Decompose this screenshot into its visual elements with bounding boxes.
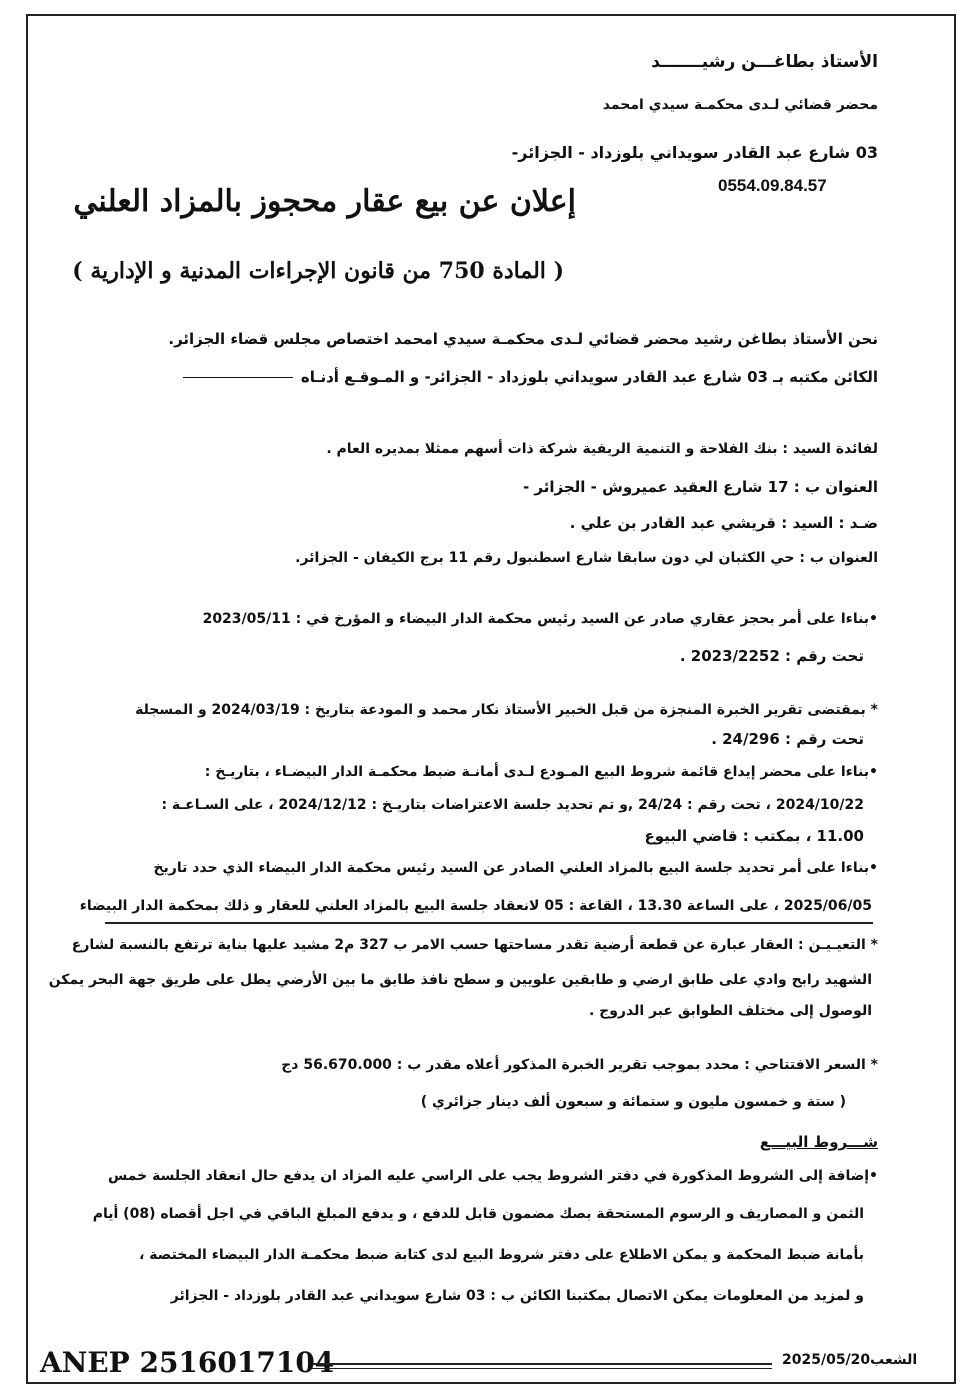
designation-line-1: * التعيـيـن : العقار عبارة عن قطعة أرضية تقدر مساحتها حسب الامر ب 327 م2 مشيد عليها بناية ترتفع بالنسبة لشارع: [71, 937, 878, 953]
session-rule: [105, 922, 873, 924]
conditions-line-2: الثمن و المصاريف و الرسوم المستحقة بصك مضمون قابل للدفع ، و يدفع المبلغ الباقي في اجل أقصاه (08) أيام: [92, 1206, 864, 1222]
header-phone: 0554.09.84.57: [718, 176, 827, 195]
intro-line-2-text: الكائن مكتبه بـ 03 شارع عبد القادر سويداني بلوزداد - الجزائر- و المـوقـع أدنـاه: [300, 368, 878, 386]
publication-date: الشعب2025/05/20: [782, 1352, 918, 1368]
intro-line-1: نحن الأستاذ بطاغن رشيد محضر قضائي لـدى محكمـة سيدي امحمد اختصاص مجلس قضاء الجزائر.: [168, 330, 878, 348]
para-2-line-2: تحت رقم : 24/296 .: [711, 730, 864, 748]
conditions-line-4: و لمزيد من المعلومات يمكن الاتصال بمكتبنا الكائن ب : 03 شارع سويداني عبد القادر بلوزداد - الجزائر: [170, 1288, 864, 1304]
designation-line-2: الشهيد رابح وادي على طابق ارضي و طابقين علويين و سطح نافذ طابق ما بين الأرضي يطل على طريق جهة البحر يمكن: [48, 972, 872, 988]
opening-price: * السعر الافتتاحي : محدد بموجب تقرير الخبرة المذكور أعلاه مقدر ب : 56.670.000 دج: [281, 1057, 878, 1073]
opening-price-words: ( ستة و خمسون مليون و ستمائة و سبعون ألف دينار جزائري ): [420, 1094, 846, 1110]
conditions-line-1: • إضافة إلى الشروط المذكورة في دفتر الشروط يجب على الراسي عليه المزاد ان يدفع حال انعقاد الجلسة خمس: [108, 1168, 878, 1184]
intro-dash: [183, 377, 293, 378]
against-party: ضـد : السيد : قريشي عبد القادر بن علي .: [569, 514, 878, 532]
para-3-line-1: • بناءا على محضر إيداع قائمة شروط البيع المـودع لـدى أمانـة ضبط محكمـة الدار البيضـاء ، بتاريـخ :: [205, 764, 878, 780]
para-4-line-2: 2025/06/05 ، على الساعة 13.30 ، القاعة : 05 لانعقاد جلسة البيع بالمزاد العلني للعقار و ذلك بمحكمة الدار البيضاء: [79, 898, 872, 914]
conditions-heading: شـــروط البيـــع: [759, 1133, 878, 1151]
anep-reference: ANEP 2516017104: [40, 1346, 335, 1379]
designation-line-3: الوصول إلى مختلف الطوابق عبر الدروج .: [588, 1003, 872, 1019]
para-3-line-3: 11.00 ، بمكتب : قاضي البيوع: [644, 827, 864, 845]
header-role: محضر قضائي لـدى محكمـة سيدي امحمد: [602, 97, 878, 113]
para-4-line-1: • بناءا على أمر تحديد جلسة البيع بالمزاد العلني الصادر عن السيد رئيس محكمة الدار البيضاء الذي حدد تاريخ: [153, 860, 878, 876]
header-address: 03 شارع عبد القادر سويداني بلوزداد - الجزائر-: [511, 143, 878, 162]
against-address: العنوان ب : حي الكثبان لي دون سابقا شارع اسطنبول رقم 11 برج الكيفان - الجزائر.: [295, 550, 878, 566]
intro-line-2: [183, 368, 878, 386]
beneficiary-address: العنوان ب : 17 شارع العقيد عميروش - الجزائر -: [522, 478, 878, 496]
para-1-line-1: • بناءا على أمر بحجز عقاري صادر عن السيد رئيس محكمة الدار البيضاء و المؤرخ في : 2023/05/11: [203, 611, 878, 627]
beneficiary: لفائدة السيد : بنك الفلاحة و التنمية الريفية شركة ذات أسهم ممثلا بمديره العام .: [326, 441, 878, 457]
para-2-line-1: * بمقتضى تقرير الخبرة المنجزة من قبل الخبير الأستاذ نكار محمد و المودعة بتاريخ : 2024/03/19 و المسجلة: [135, 702, 878, 718]
footer-rule: [312, 1363, 772, 1365]
para-1-line-2: تحت رقم : 2023/2252 .: [679, 647, 864, 665]
header-name: الأستاذ بطاغـــن رشيـــــــد: [651, 52, 878, 72]
footer-rule-thin: [312, 1368, 772, 1369]
conditions-line-3: بأمانة ضبط المحكمة و يمكن الاطلاع على دفتر شروط البيع لدى كتابة ضبط محكمـة الدار البيضاء المختصة ،: [139, 1247, 864, 1263]
page-subtitle: ( المادة 750 من قانون الإجراءات المدنية و الإدارية ): [72, 258, 564, 284]
page-title: إعلان عن بيع عقار محجوز بالمزاد العلني: [73, 184, 576, 219]
para-3-line-2: 2024/10/22 ، تحت رقم : 24/24 ,و تم تحديد جلسة الاعتراضات بتاريـخ : 2024/12/12 ، على السـاعـة :: [161, 797, 864, 813]
